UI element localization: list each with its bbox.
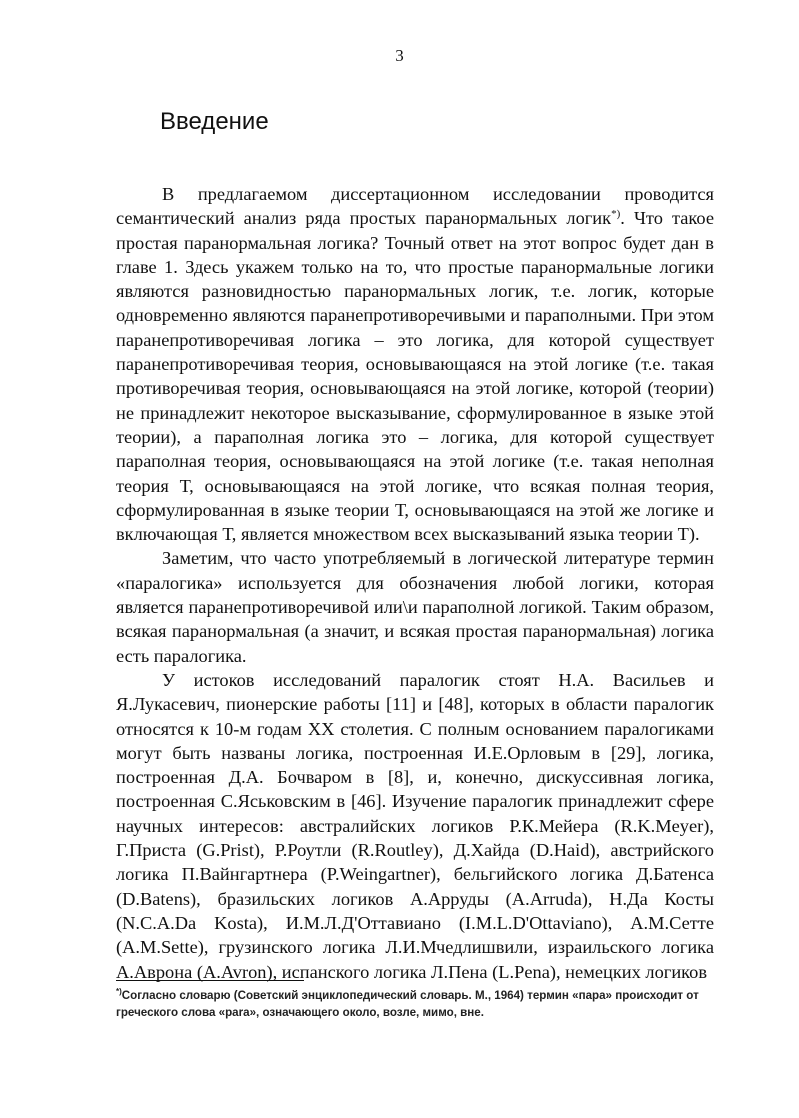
- paragraph-1-rest: . Что такое простая паранормальная логика? Точный ответ на этот вопрос будет дан в главе 1. Здесь укажем только на то, что простые паранормальные логики являются разновидностью паранормальных логик, т.е. логик, которые одновременно являются паранепротиворечивыми и параполными. При этом паранепротиворечивая логика – это логика, для которой существует паранепротиворечивая теория, основывающаяся на этой логике (т.е. такая противоречивая теория, основывающаяся на этой логике, которой (теории) не принадлежит некоторое высказывание, сформулированное в языке этой теории), а параполная логика это – логика, для которой существует параполная теория, основывающаяся на этой логике (т.е. такая неполная теория Т, основывающаяся на этой логике, что всякая полная теория, сформулированная в языке теории Т, основывающаяся на этой же логике и включающая Т, является множеством всех высказываний языка теории Т).: [116, 208, 714, 545]
- paragraph-1: [116, 182, 714, 546]
- page-number: 3: [395, 46, 404, 65]
- footnote-mark: *): [116, 987, 122, 997]
- paragraph-2: Заметим, что часто употребляемый в логической литературе термин «паралогика» используется для обозначения любой логики, которая является паранепротиворечивой или\и параполной логикой. Таким образом, всякая паранормальная (а значит, и всякая простая паранормальная) логика есть паралогика.: [116, 548, 714, 666]
- footnote-separator: [116, 980, 304, 981]
- footnote: [116, 987, 714, 1021]
- footnote-reference: *): [611, 208, 621, 221]
- footnote-text: Согласно словарю (Советский энциклопедический словарь. М., 1964) термин «пара» происходит от греческого слова «para», означающего около, возле, мимо, вне.: [116, 989, 699, 1019]
- paragraph-3: У истоков исследований паралогик стоят Н.А. Васильев и Я.Лукасевич, пионерские работы [11] и [48], которых в области паралогик относятся к 10-м годам XX столетия. С полным основанием паралогиками могут быть названы логика, построенная И.Е.Орловым в [29], логика, построенная Д.А. Бочваром в [8], и, конечно, дискуссивная логика, построенная С.Яськовским в [46]. Изучение паралогик принадлежит сфере научных интересов: австралийских логиков Р.К.Мейера (R.K.Meyer), Г.Приста (G.Prist), Р.Роутли (R.Routley), Д.Хайда (D.Haid), австрийского логика П.Вайнгартнера (P.Weingartner), бельгийского логика Д.Батенса (D.Batens), бразильских логиков А.Арруды (A.Arruda), Н.Да Косты (N.C.A.Da Kosta), И.М.Л.Д'Оттавиано (I.M.L.D'Ottaviano), А.М.Сетте (A.M.Sette), грузинского логика Л.И.Мчедлишвили, израильского логика А.Аврона (A.Avron), испанского логика Л.Пена (L.Pena), немецких логиков: [116, 669, 714, 982]
- section-heading: Введение: [160, 108, 269, 135]
- paragraph-1-start: В предлагаемом диссертационном исследовании проводится семантический анализ ряда простых паранормальных логик: [116, 184, 714, 229]
- body-text: [116, 182, 714, 984]
